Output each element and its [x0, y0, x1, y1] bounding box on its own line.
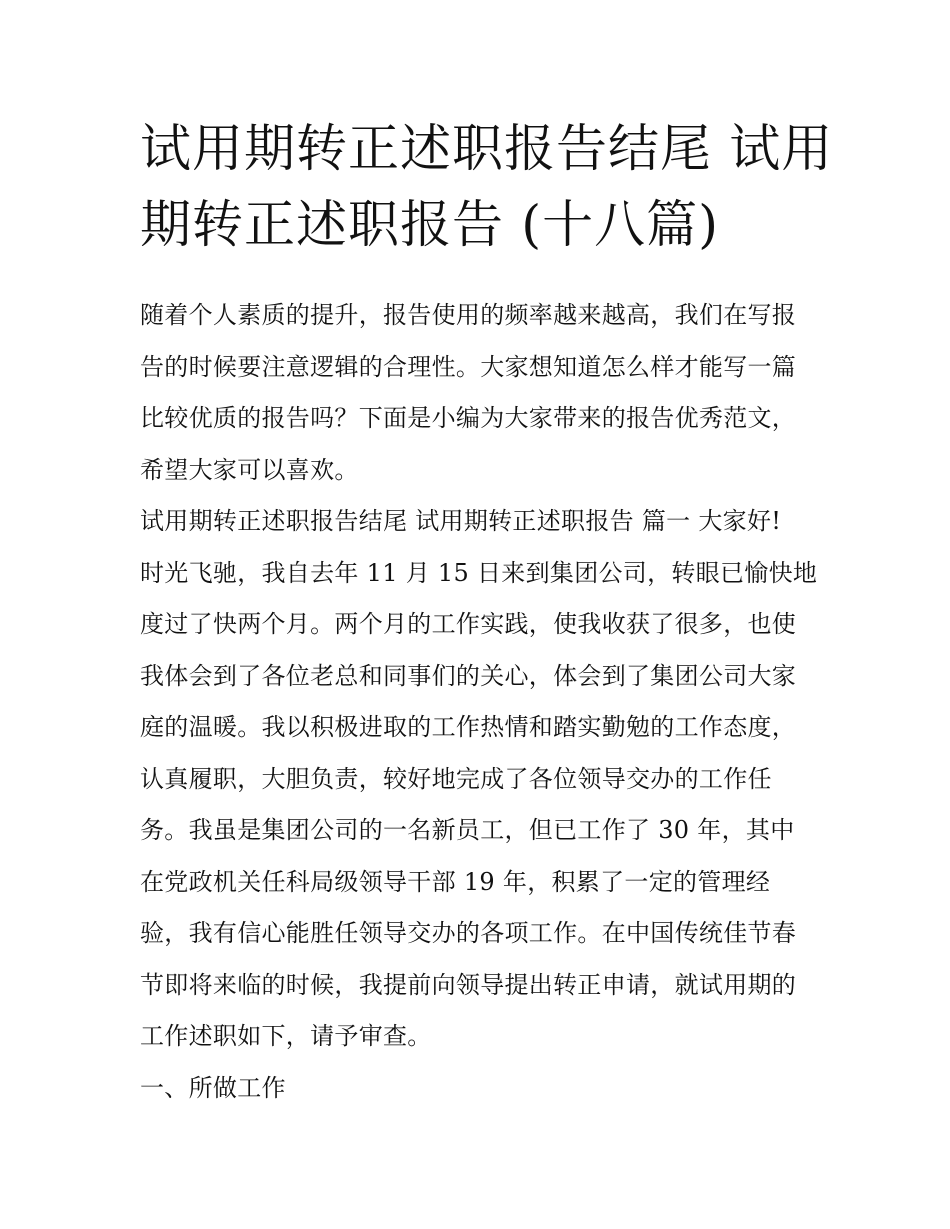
text-line: 工作述职如下，请予审查。	[140, 1022, 432, 1050]
body-paragraph	[140, 496, 820, 1114]
text-line: 认真履职，大胆负责，较好地完成了各位领导交办的工作任	[140, 764, 772, 793]
text-line: 节即将来临的时候，我提前向领导提出转正申请，就试用期的	[140, 970, 797, 999]
text-line: 验，我有信心能胜任领导交办的各项工作。在中国传统佳节春	[140, 919, 797, 947]
title-line: 试用期转正述职报告结尾 试用	[140, 120, 834, 179]
text-line: 在党政机关任科局级领导干部 19 年，积累了一定的管理经	[140, 867, 771, 896]
text-line: 比较优质的报告吗？下面是小编为大家带来的报告优秀范文，	[140, 404, 797, 432]
title-line: 期转正述职报告 (十八篇)	[140, 196, 720, 255]
text-line: 时光飞驰，我自去年 11 月 15 日来到集团公司，转眼已愉快地	[140, 558, 818, 587]
text-line: 庭的温暖。我以积极进取的工作热情和踏实勤勉的工作态度，	[140, 713, 797, 741]
text-line: 务。我虽是集团公司的一名新员工，但已工作了 30 年，其中	[140, 816, 795, 844]
text-line: 希望大家可以喜欢。	[140, 455, 359, 484]
text-line: 试用期转正述职报告结尾 试用期转正述职报告 篇一 大家好!	[140, 507, 782, 535]
text-line: 度过了快两个月。两个月的工作实践，使我收获了很多，也使	[140, 610, 797, 638]
text-line: 告的时候要注意逻辑的合理性。大家想知道怎么样才能写一篇	[140, 352, 797, 381]
text-line: 我体会到了各位老总和同事们的关心，体会到了集团公司大家	[140, 661, 797, 690]
intro-paragraph	[140, 290, 820, 496]
document-title	[140, 112, 834, 264]
text-line: 随着个人素质的提升，报告使用的频率越来越高，我们在写报	[140, 301, 797, 329]
section-heading: 一、所做工作	[140, 1073, 286, 1102]
document-page	[140, 112, 834, 1114]
